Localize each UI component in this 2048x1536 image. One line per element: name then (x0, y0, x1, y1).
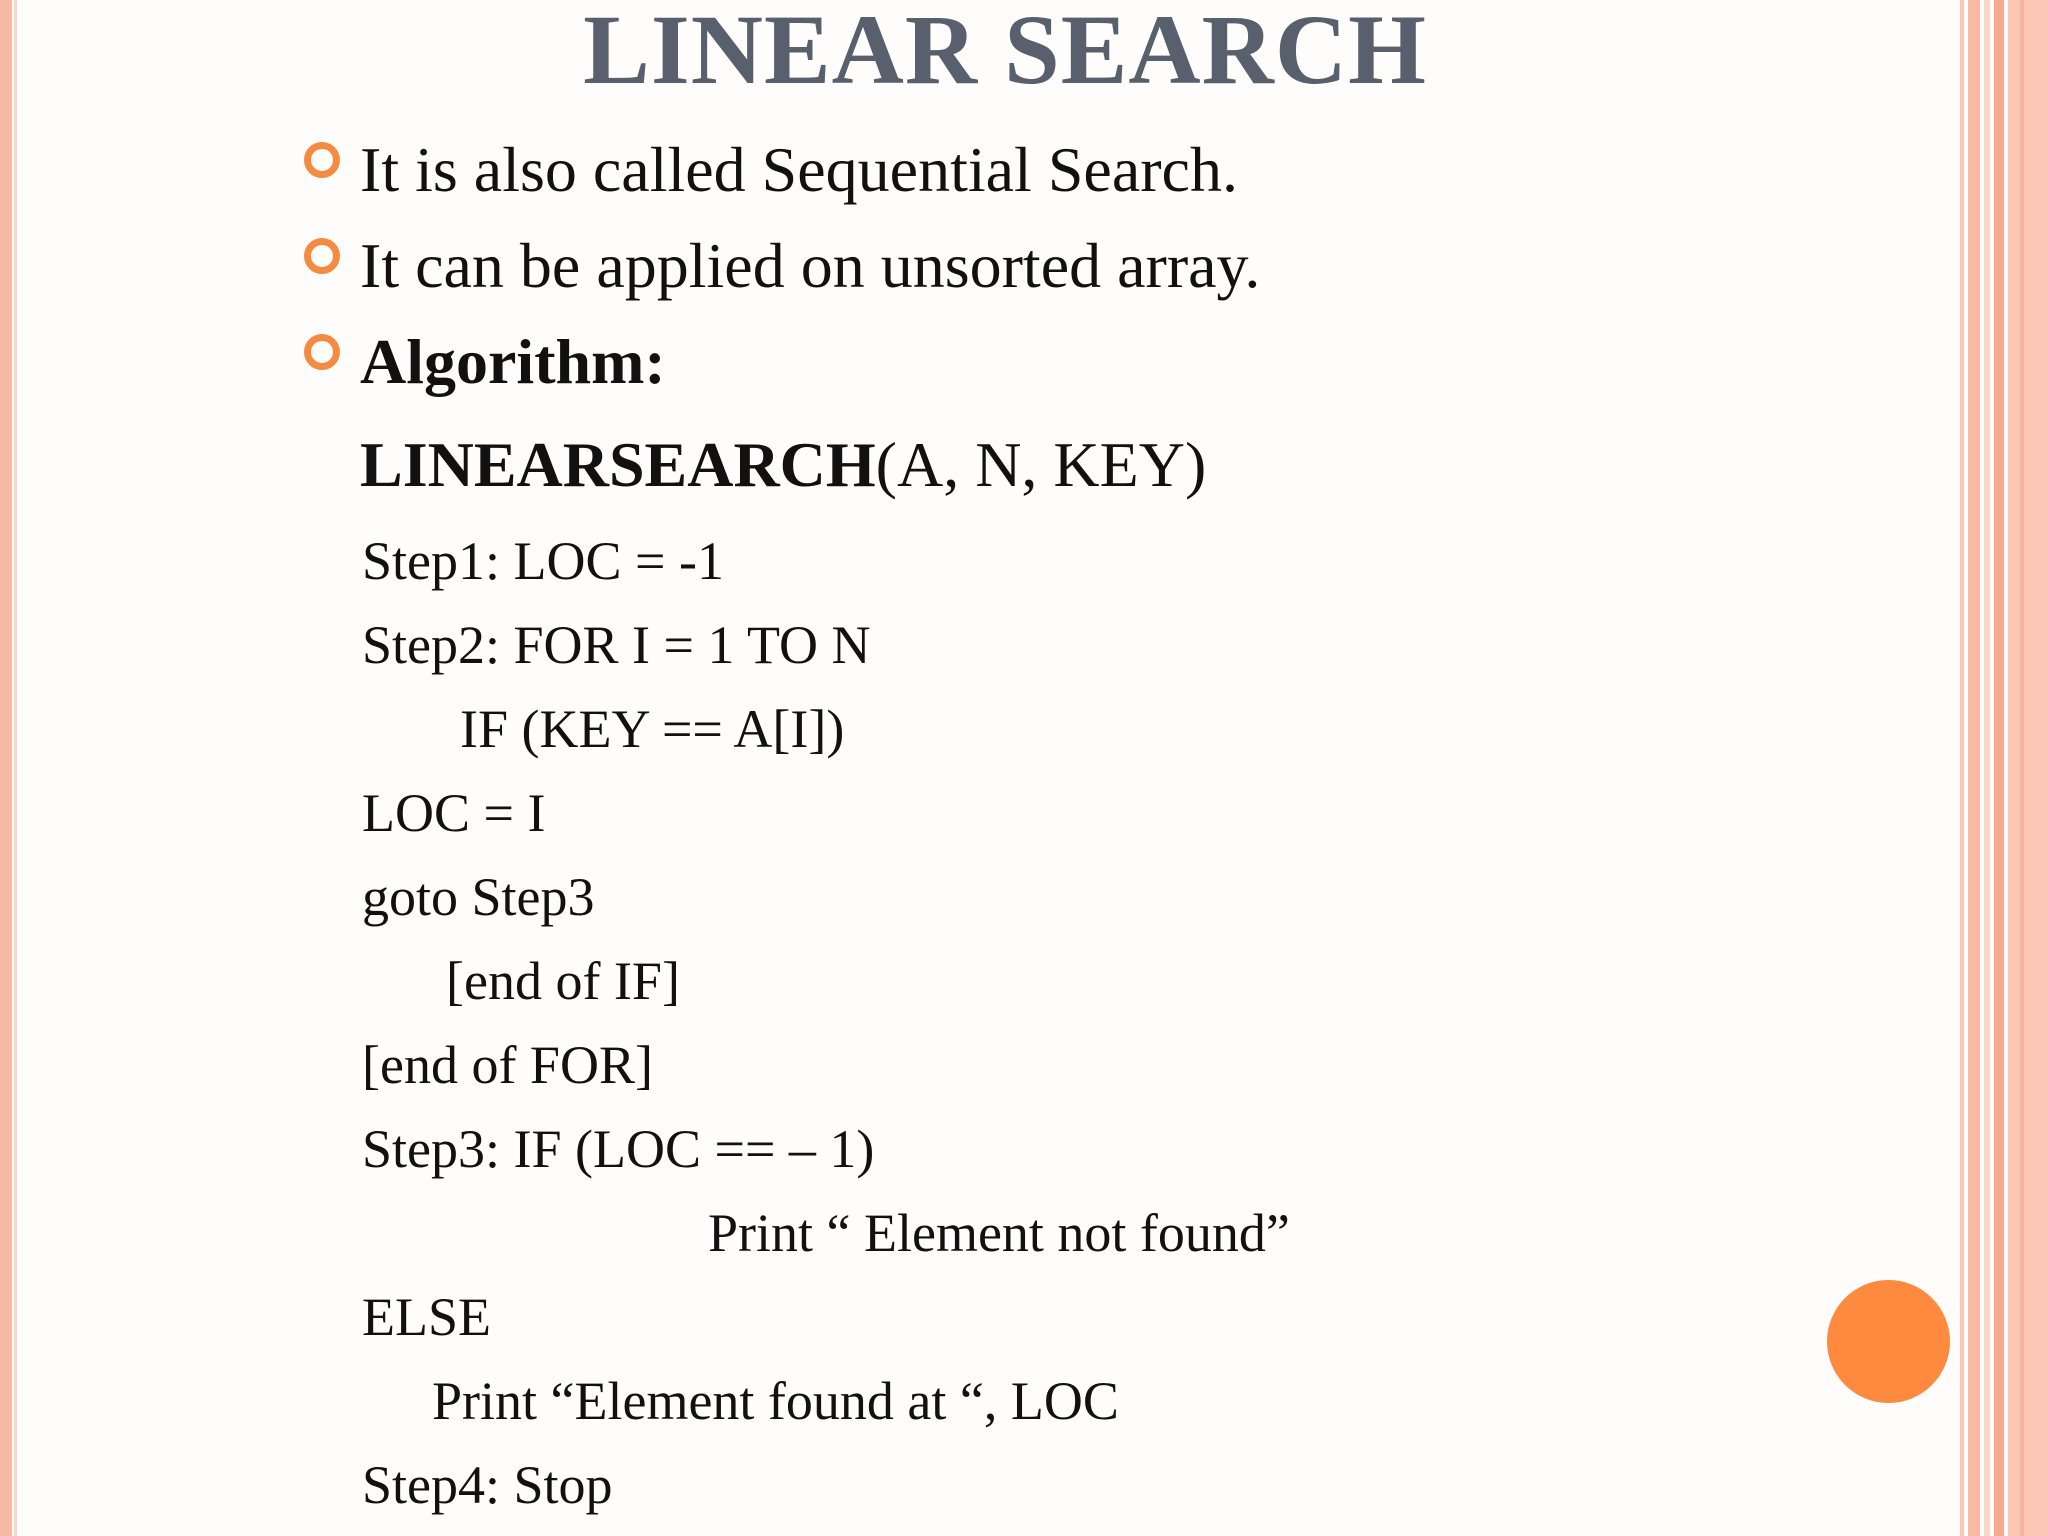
left-border-inner-decoration (14, 0, 17, 1536)
algorithm-name: LINEARSEARCH (360, 429, 876, 500)
right-stripe-decoration (1994, 0, 2004, 1536)
bullet-item-algorithm: Algorithm: (360, 326, 666, 397)
code-line: Step2: FOR I = 1 TO N (362, 615, 871, 675)
code-line: goto Step3 (362, 867, 595, 927)
right-stripe-decoration (2020, 0, 2024, 1536)
code-line: IF (KEY == A[I]) (460, 699, 845, 759)
code-line: LOC = I (362, 783, 546, 843)
right-stripe-decoration (1968, 0, 1980, 1536)
code-line: ELSE (362, 1287, 491, 1347)
code-line: Step4: Stop (362, 1455, 613, 1515)
bullet-ring-icon (304, 334, 340, 370)
algorithm-signature (360, 428, 1206, 502)
code-line: [end of IF] (446, 951, 680, 1011)
bullet-item: It can be applied on unsorted array. (360, 230, 1261, 301)
left-border-decoration (0, 0, 12, 1536)
code-line: Print “ Element not found” (708, 1203, 1290, 1263)
algorithm-params: (A, N, KEY) (875, 429, 1207, 500)
code-line: Step1: LOC = -1 (362, 531, 724, 591)
right-stripe-decoration (2008, 0, 2048, 1536)
code-line: Step3: IF (LOC == – 1) (362, 1119, 875, 1179)
slide-title: LINEAR SEARCH (583, 0, 1427, 105)
bullet-item: It is also called Sequential Search. (360, 134, 1238, 205)
right-stripe-decoration (1984, 0, 1990, 1536)
bullet-ring-icon (304, 142, 340, 178)
bullet-ring-icon (304, 238, 340, 274)
code-line: [end of FOR] (362, 1035, 653, 1095)
code-line: Print “Element found at “, LOC (432, 1371, 1119, 1431)
orange-circle-decoration (1827, 1280, 1950, 1403)
right-stripe-decoration (1960, 0, 1964, 1536)
